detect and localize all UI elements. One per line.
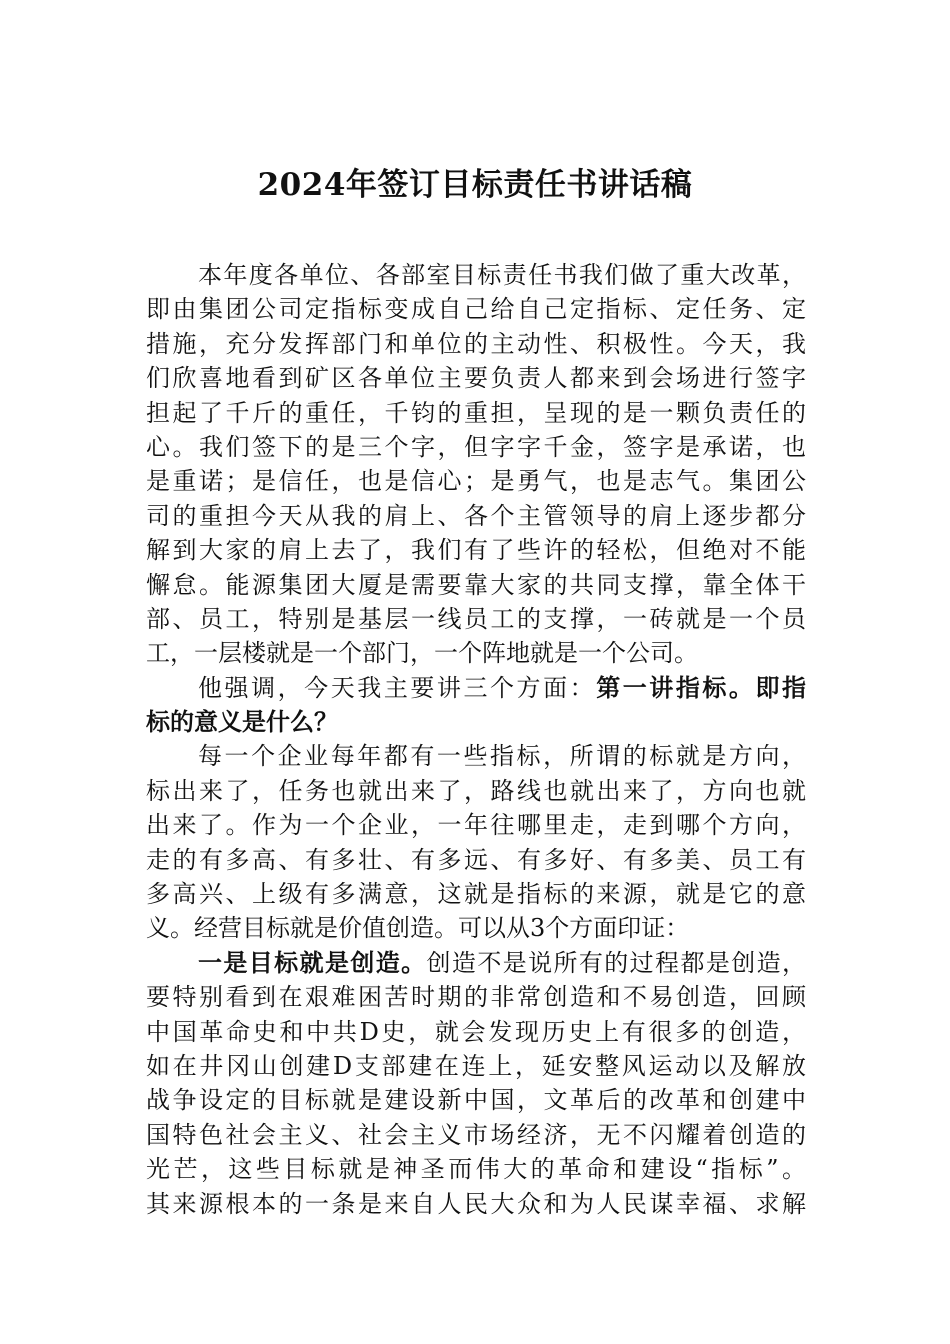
text-line: 要特别看到在艰难困苦时期的非常创造和不易创造，回顾 [146, 983, 806, 1012]
text-line: 国特色社会主义、社会主义市场经济，无不闪耀着创造的 [146, 1120, 806, 1149]
text-line: 标出来了，任务也就出来了，路线也就出来了，方向也就 [146, 776, 806, 805]
text-line: 司的重担今天从我的肩上、各个主管领导的肩上逐步都分 [146, 501, 806, 530]
text-line: 部、员工，特别是基层一线员工的支撑，一砖就是一个员 [146, 604, 806, 633]
bold-heading: 标的意义是什么？ [146, 707, 338, 737]
text-line: 一是目标就是创造。创造不是说所有的过程都是创造， [198, 947, 806, 977]
text-line: 战争设定的目标就是建设新中国，文革后的改革和创建中 [146, 1086, 806, 1115]
text-line: 他强调，今天我主要讲三个方面：第一讲指标。即指 [198, 672, 806, 702]
text-line [146, 705, 806, 739]
text-line: 如在井冈山创建D支部建在连上，延安整风运动以及解放 [146, 1051, 806, 1080]
text-line: 义。经营目标就是价值创造。可以从3个方面印证： [146, 914, 690, 943]
document-body [146, 258, 806, 1221]
text-line: 解到大家的肩上去了，我们有了些许的轻松，但绝对不能 [146, 536, 806, 565]
text-line: 本年度各单位、各部室目标责任书我们做了重大改革， [198, 261, 806, 289]
bold-heading: 第一讲指标。即指 [596, 672, 806, 702]
text-line: 担起了千斤的重任，千钧的重担，呈现的是一颗负责任的 [146, 398, 806, 427]
text-line: 心。我们签下的是三个字，但字字千金，签字是承诺，也 [146, 432, 806, 461]
document-title: 2024年签订目标责任书讲话稿 [257, 167, 693, 203]
text-line: 们欣喜地看到矿区各单位主要负责人都来到会场进行签字 [146, 364, 806, 393]
text-line: 懈怠。能源集团大厦是需要靠大家的共同支撑，靠全体干 [146, 570, 806, 599]
text-line: 中国革命史和中共D史，就会发现历史上有很多的创造， [146, 1017, 806, 1046]
text-line: 多高兴、上级有多满意，这就是指标的来源，就是它的意 [146, 880, 806, 909]
bold-heading: 一是目标就是创造。 [198, 947, 427, 977]
text-line: 光芒，这些目标就是神圣而伟大的革命和建设“指标”。 [146, 1155, 806, 1184]
text-line: 是重诺；是信任，也是信心；是勇气，也是志气。集团公 [146, 467, 806, 496]
text-line: 走的有多高、有多壮、有多远、有多好、有多美、员工有 [146, 845, 806, 874]
text-line: 每一个企业每年都有一些指标，所谓的标就是方向， [198, 742, 806, 771]
text-line: 其来源根本的一条是来自人民大众和为人民谋幸福、求解 [146, 1189, 806, 1218]
text-line: 即由集团公司定指标变成自己给自己定指标、定任务、定 [146, 295, 806, 324]
text-line: 工，一层楼就是一个部门，一个阵地就是一个公司。 [146, 639, 698, 668]
text-line: 措施，充分发挥部门和单位的主动性、积极性。今天，我 [146, 329, 806, 358]
text-line: 出来了。作为一个企业，一年往哪里走，走到哪个方向， [146, 811, 806, 840]
